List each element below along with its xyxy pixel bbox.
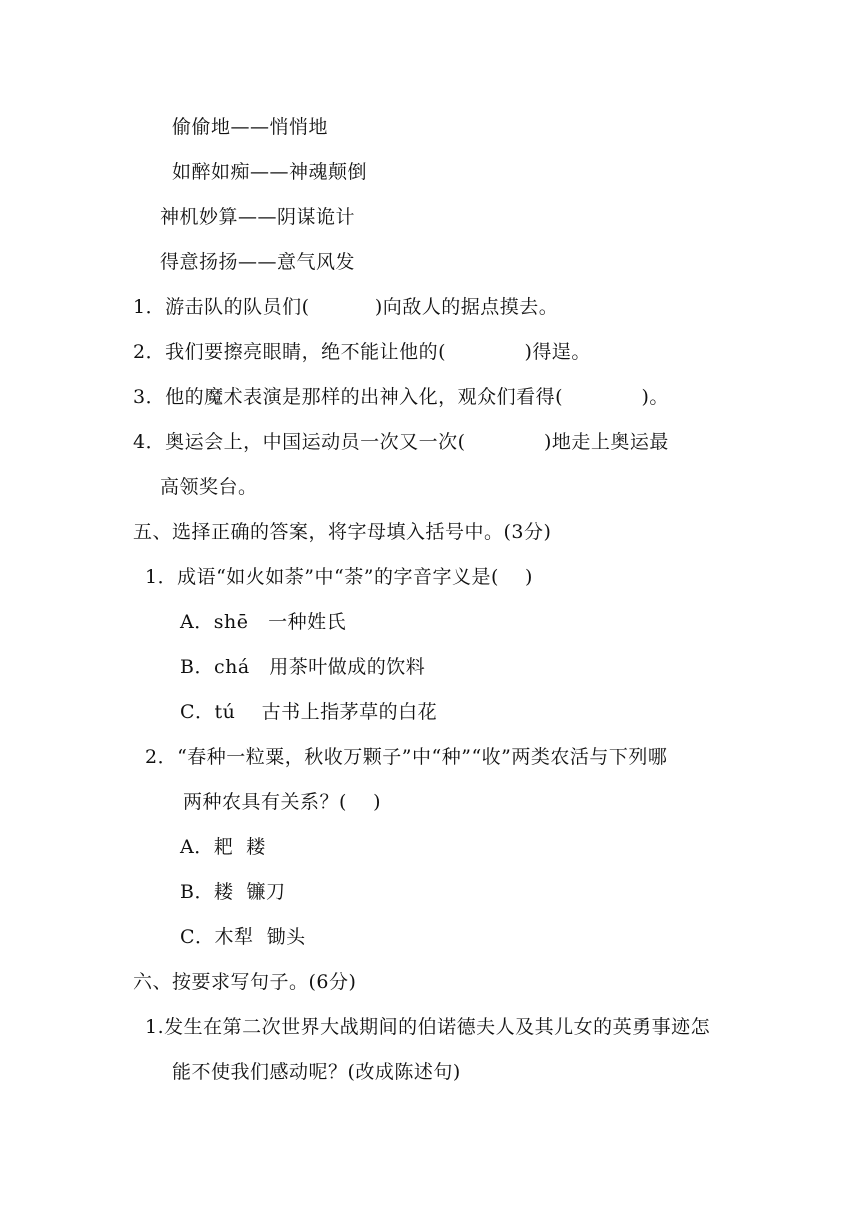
s5-q2-stem-line2: 两种农具有关系？( ) bbox=[183, 791, 381, 813]
s5-q2-option-c: C．木犁 锄头 bbox=[180, 926, 306, 948]
s5-q1-stem: 1．成语“如火如荼”中“荼”的字音字义是( ) bbox=[145, 566, 533, 588]
word-pair-4: 得意扬扬——意气风发 bbox=[160, 251, 356, 273]
fill-question-4-cont: 高领奖台。 bbox=[160, 476, 258, 498]
s5-q1-option-c: C．tú 古书上指茅草的白花 bbox=[180, 701, 438, 723]
fill-question-2: 2．我们要擦亮眼睛，绝不能让他的( )得逞。 bbox=[133, 341, 591, 363]
s6-q1-line2: 能不使我们感动呢？(改成陈述句) bbox=[172, 1061, 461, 1083]
word-pair-1: 偷偷地——悄悄地 bbox=[172, 116, 329, 138]
word-pair-3: 神机妙算——阴谋诡计 bbox=[160, 206, 356, 228]
section5-title: 五、选择正确的答案，将字母填入括号中。(3分) bbox=[133, 521, 552, 543]
s5-q2-stem-line1: 2．“春种一粒粟，秋收万颗子”中“种”“收”两类农活与下列哪 bbox=[145, 746, 668, 768]
section6-title: 六、按要求写句子。(6分) bbox=[133, 971, 357, 993]
fill-question-3: 3．他的魔术表演是那样的出神入化，观众们看得( )。 bbox=[133, 386, 669, 408]
s5-q2-option-a: A．耙 耧 bbox=[180, 836, 266, 858]
word-pair-2: 如醉如痴——神魂颠倒 bbox=[172, 161, 368, 183]
s5-q1-option-a: A．shē 一种姓氏 bbox=[180, 611, 347, 633]
fill-question-4: 4．奥运会上，中国运动员一次又一次( )地走上奥运最 bbox=[133, 431, 669, 453]
s6-q1-line1: 1.发生在第二次世界大战期间的伯诺德夫人及其儿女的英勇事迹怎 bbox=[145, 1016, 711, 1038]
s5-q2-option-b: B．耧 镰刀 bbox=[180, 881, 286, 903]
s5-q1-option-b: B．chá 用茶叶做成的饮料 bbox=[180, 656, 426, 678]
fill-question-1: 1．游击队的队员们( )向敌人的据点摸去。 bbox=[133, 296, 559, 318]
